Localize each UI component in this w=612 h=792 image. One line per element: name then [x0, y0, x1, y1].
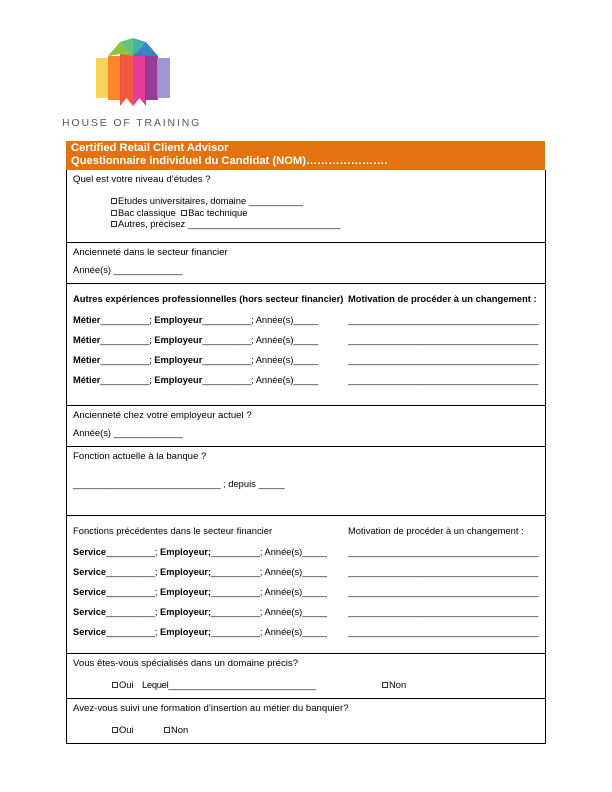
other-experience-row-1-left: [73, 315, 318, 325]
previous-functions-row-3-sep1: ;: [154, 586, 158, 597]
previous-functions-row-5-service-label: Service: [73, 626, 107, 637]
previous-functions-row-5-annee-label: Année(s): [264, 626, 303, 637]
seniority-employer-field-label: Année(s): [73, 426, 114, 438]
other-experience-row-3-motivation-blank[interactable]: _______________________________________: [348, 354, 538, 365]
seniority-employer-field-blank[interactable]: ______________: [113, 426, 183, 438]
other-experience-row-3-sep1: ;: [149, 354, 152, 365]
previous-functions-row-2-left: [73, 567, 327, 577]
insertion-training-question: Avez-vous suivi une formation d’insertion au métier du banquier?: [73, 702, 349, 714]
other-experience-row-3-metier-label: Métier: [73, 354, 101, 365]
specialisation-question: Vous êtes-vous spécialisés dans un domaine précis?: [73, 657, 299, 669]
specialisation-yes-label: Oui: [119, 678, 134, 690]
previous-functions-row-1-annee-label: Année(s): [264, 546, 303, 557]
previous-functions-row-2-service-blank[interactable]: __________: [106, 566, 155, 577]
specialisation-lequel-group: [142, 679, 316, 690]
education-option-university-label: Etudes universitaires, domaine: [118, 195, 249, 206]
other-experience-row-1-metier-blank[interactable]: __________: [100, 314, 150, 325]
education-option-bac: [67, 207, 545, 219]
other-experience-row-1-annee-label: Année(s): [255, 314, 294, 325]
other-experience-row-2-annee-blank[interactable]: _____: [293, 334, 318, 345]
other-experience-row-2-metier-blank[interactable]: __________: [100, 334, 150, 345]
previous-functions-row-5-service-blank[interactable]: __________: [106, 626, 155, 637]
table-row: [67, 311, 545, 331]
other-experience-row-3-left: [73, 355, 318, 365]
previous-functions-row-3-service-label: Service: [73, 586, 107, 597]
previous-functions-row-3-sep2: ;: [259, 586, 263, 597]
other-experience-row-4-metier-label: Métier: [73, 374, 101, 385]
previous-functions-row-2-sep1: ;: [154, 566, 158, 577]
specialisation-no-group: [382, 679, 406, 690]
section-seniority-sector: [67, 242, 545, 283]
current-function-question: Fonction actuelle à la banque ?: [73, 450, 207, 462]
specialisation-answer-row: [67, 675, 545, 698]
other-experience-row-2-annee-label: Année(s): [255, 334, 294, 345]
table-row: [67, 351, 545, 371]
previous-functions-header-left: Fonctions précédentes dans le secteur financier: [73, 524, 273, 536]
insertion-training-no-label: Non: [171, 723, 189, 735]
previous-functions-row-4-employeur-label: Employeur;: [160, 606, 212, 617]
current-function-blank[interactable]: ______________________________: [73, 477, 221, 489]
section-education: [67, 170, 545, 242]
specialisation-lequel-blank[interactable]: ______________________________: [168, 678, 316, 690]
other-experience-row-4-annee-blank[interactable]: _____: [293, 374, 318, 385]
house-of-training-logo-icon: [94, 36, 172, 108]
previous-functions-row-5-sep1: ;: [154, 626, 158, 637]
previous-functions-row-5-employeur-blank[interactable]: __________: [211, 626, 260, 637]
previous-functions-row-2-annee-blank[interactable]: _____: [302, 566, 327, 577]
current-function-suffix[interactable]: ; depuis _____: [220, 477, 285, 489]
previous-functions-header-right: Motivation de procéder à un changement :: [348, 524, 524, 536]
previous-functions-row-2-employeur-label: Employeur;: [160, 566, 212, 577]
other-experience-row-1-employeur-blank[interactable]: __________: [202, 314, 252, 325]
previous-functions-row-4-annee-blank[interactable]: _____: [302, 606, 327, 617]
title-line-questionnaire: Questionnaire individuel du Candidat (NOM)………………….: [71, 155, 388, 167]
other-experience-row-1-employeur-label: Employeur: [154, 314, 203, 325]
insertion-training-no-group: [164, 724, 188, 735]
section-insertion-training: [67, 698, 545, 743]
seniority-sector-field-blank[interactable]: ______________: [113, 263, 183, 275]
checkbox-icon-specialisation-non[interactable]: [382, 682, 388, 688]
insertion-training-yes-label: Oui: [119, 723, 134, 735]
previous-functions-row-1-left: [73, 547, 327, 557]
title-line-program: Certified Retail Client Advisor: [71, 142, 229, 154]
education-option-bac-classique-label: Bac classique: [118, 206, 176, 218]
previous-functions-row-1-service-blank[interactable]: __________: [106, 546, 155, 557]
checkbox-icon-bac-technique[interactable]: [181, 210, 187, 216]
seniority-sector-question: Ancienneté dans le secteur financier: [73, 246, 228, 258]
previous-functions-row-3-annee-label: Année(s): [264, 586, 303, 597]
specialisation-yes-group: [112, 679, 134, 690]
education-option-university: [67, 195, 545, 207]
previous-functions-row-2-annee-label: Année(s): [264, 566, 303, 577]
other-experience-row-1-annee-blank[interactable]: _____: [293, 314, 318, 325]
other-experience-row-1-sep2: ;: [251, 314, 254, 325]
section-specialisation: [67, 653, 545, 698]
other-experience-row-3-annee-label: Année(s): [255, 354, 294, 365]
document-title-bar: [66, 141, 545, 170]
other-experience-row-2-motivation-blank[interactable]: _______________________________________: [348, 334, 538, 345]
checkbox-icon-university[interactable]: [111, 198, 117, 204]
table-row: [67, 623, 545, 643]
education-question: Quel est votre niveau d’études ?: [73, 174, 211, 185]
other-experience-row-4-annee-label: Année(s): [255, 374, 294, 385]
other-experience-row-1-sep1: ;: [149, 314, 152, 325]
previous-functions-row-1-sep1: ;: [154, 546, 158, 557]
previous-functions-row-3-employeur-label: Employeur;: [160, 586, 212, 597]
table-row: [67, 371, 545, 391]
other-experience-row-1-motivation-blank[interactable]: _______________________________________: [348, 314, 538, 325]
specialisation-lequel-label: Lequel: [142, 678, 169, 690]
previous-functions-row-2-service-label: Service: [73, 566, 107, 577]
previous-functions-row-4-service-label: Service: [73, 606, 107, 617]
other-experience-row-3-metier-blank[interactable]: __________: [100, 354, 150, 365]
table-row: [67, 583, 545, 603]
education-option-bac-technique-label: Bac technique: [188, 206, 248, 218]
checkbox-icon-bac-classique[interactable]: [111, 210, 117, 216]
checkbox-icon-insertion-oui[interactable]: [112, 727, 118, 733]
previous-functions-row-2-motivation-blank[interactable]: _______________________________________: [348, 566, 538, 577]
previous-functions-row-5-left: [73, 627, 327, 637]
seniority-employer-field: [67, 421, 545, 440]
education-option-other: [67, 218, 545, 236]
other-experience-row-4-employeur-blank[interactable]: __________: [202, 374, 252, 385]
previous-functions-row-1-employeur-blank[interactable]: __________: [211, 546, 260, 557]
insertion-training-yes-group: [112, 724, 134, 735]
previous-functions-row-3-employeur-blank[interactable]: __________: [211, 586, 260, 597]
previous-functions-row-3-motivation-blank[interactable]: _______________________________________: [348, 586, 538, 597]
section-previous-functions: [67, 515, 545, 653]
other-experience-row-2-sep1: ;: [149, 334, 152, 345]
brand-wordmark: HOUSE OF TRAINING: [62, 117, 202, 129]
other-experience-row-4-metier-blank[interactable]: __________: [100, 374, 150, 385]
table-row: [67, 563, 545, 583]
other-experience-row-1-metier-label: Métier: [73, 314, 101, 325]
previous-functions-row-5-motivation-blank[interactable]: _______________________________________: [348, 626, 538, 637]
previous-functions-row-5-annee-blank[interactable]: _____: [302, 626, 327, 637]
table-row: [67, 543, 545, 563]
previous-functions-row-1-service-label: Service: [73, 546, 107, 557]
other-experience-row-2-employeur-blank[interactable]: __________: [202, 334, 252, 345]
section-other-experience: [67, 283, 545, 405]
other-experience-row-2-sep2: ;: [251, 334, 254, 345]
other-experience-row-3-sep2: ;: [251, 354, 254, 365]
seniority-sector-field: [67, 258, 545, 277]
previous-functions-row-2-sep2: ;: [259, 566, 263, 577]
previous-functions-row-4-annee-label: Année(s): [264, 606, 303, 617]
other-experience-row-3-annee-blank[interactable]: _____: [293, 354, 318, 365]
previous-functions-row-4-employeur-blank[interactable]: __________: [211, 606, 260, 617]
other-experience-header-row: [67, 290, 545, 305]
other-experience-row-4-sep1: ;: [149, 374, 152, 385]
previous-functions-row-2-employeur-blank[interactable]: __________: [211, 566, 260, 577]
seniority-employer-question: Ancienneté chez votre employeur actuel ?: [73, 409, 252, 421]
previous-functions-row-3-annee-blank[interactable]: _____: [302, 586, 327, 597]
previous-functions-row-3-left: [73, 587, 327, 597]
checkbox-icon-insertion-non[interactable]: [164, 727, 170, 733]
other-experience-row-2-employeur-label: Employeur: [154, 334, 203, 345]
education-option-other-label: Autres, précisez: [118, 218, 188, 230]
education-option-other-blank[interactable]: _______________________________: [187, 218, 341, 230]
table-row: [67, 331, 545, 351]
other-experience-header-right: Motivation de procéder à un changement :: [348, 292, 537, 304]
previous-functions-row-1-sep2: ;: [259, 546, 263, 557]
checkbox-icon-autres[interactable]: [111, 221, 117, 227]
previous-functions-header-row: [67, 522, 545, 537]
previous-functions-row-3-service-blank[interactable]: __________: [106, 586, 155, 597]
other-experience-row-2-left: [73, 335, 318, 345]
seniority-sector-field-label: Année(s): [73, 263, 114, 275]
previous-functions-row-4-motivation-blank[interactable]: _______________________________________: [348, 606, 538, 617]
previous-functions-row-5-employeur-label: Employeur;: [160, 626, 212, 637]
insertion-training-answer-row: [67, 720, 545, 743]
section-current-function: [67, 446, 545, 515]
other-experience-row-3-employeur-blank[interactable]: __________: [202, 354, 252, 365]
previous-functions-row-4-sep2: ;: [259, 606, 263, 617]
other-experience-row-4-motivation-blank[interactable]: _______________________________________: [348, 374, 538, 385]
table-row: [67, 603, 545, 623]
other-experience-row-3-employeur-label: Employeur: [154, 354, 203, 365]
brand-logo-block: [62, 36, 262, 129]
other-experience-row-2-metier-label: Métier: [73, 334, 101, 345]
previous-functions-row-4-sep1: ;: [154, 606, 158, 617]
previous-functions-row-4-left: [73, 607, 327, 617]
specialisation-no-label: Non: [389, 678, 407, 690]
other-experience-row-4-sep2: ;: [251, 374, 254, 385]
checkbox-icon-specialisation-oui[interactable]: [112, 682, 118, 688]
previous-functions-row-4-service-blank[interactable]: __________: [106, 606, 155, 617]
current-function-field: [67, 472, 545, 491]
previous-functions-row-1-employeur-label: Employeur;: [160, 546, 212, 557]
other-experience-row-4-left: [73, 375, 318, 385]
previous-functions-row-1-annee-blank[interactable]: _____: [302, 546, 327, 557]
section-seniority-employer: [67, 405, 545, 446]
education-option-university-blank[interactable]: ___________: [248, 195, 303, 206]
other-experience-header-left: Autres expériences professionnelles (hors secteur financier): [73, 292, 344, 304]
other-experience-row-4-employeur-label: Employeur: [154, 374, 203, 385]
previous-functions-row-1-motivation-blank[interactable]: _______________________________________: [348, 546, 538, 557]
previous-functions-row-5-sep2: ;: [259, 626, 263, 637]
questionnaire-form-table: [66, 170, 546, 744]
